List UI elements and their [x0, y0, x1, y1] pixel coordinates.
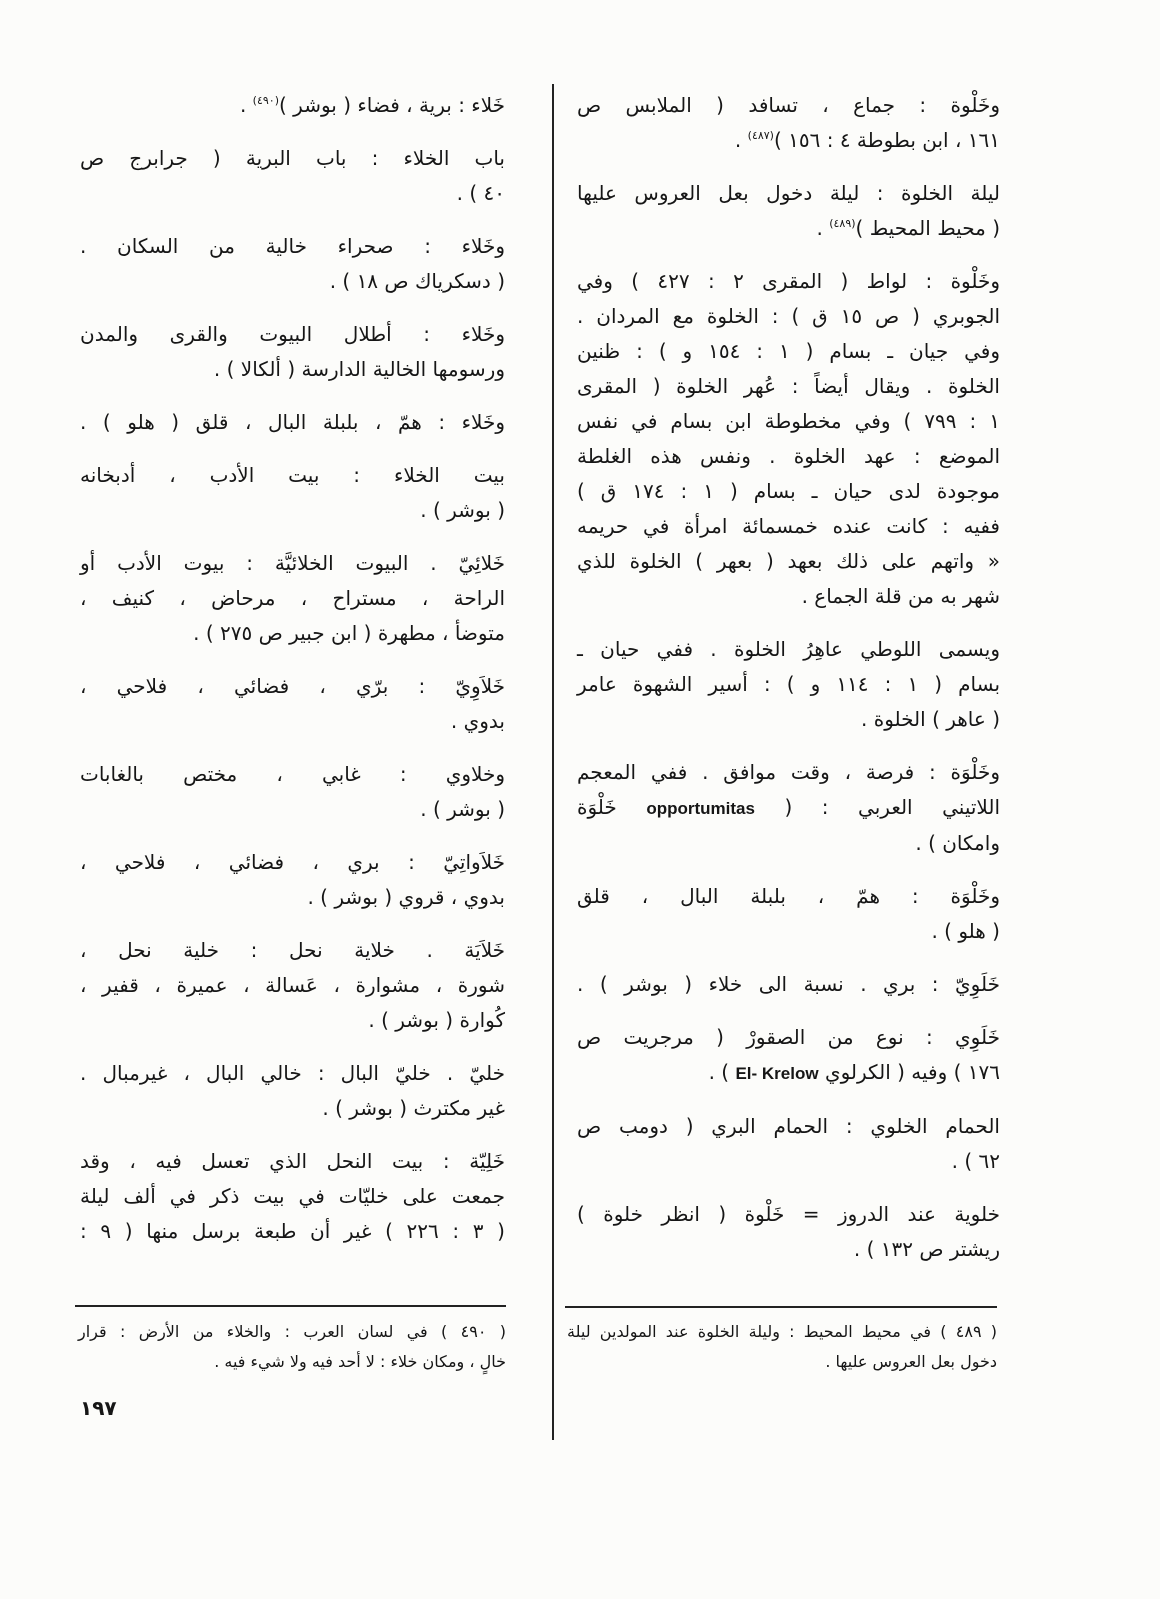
- text-line: بسام ( ١ : ١١٤ و ) : أسير الشهوة عامر: [577, 672, 1001, 696]
- text-line: ( دسكرياك ص ١٨ ) .: [329, 269, 505, 293]
- text-line: خَلاَيَة . خلاية نحل : خلية نحل ،: [80, 938, 505, 962]
- text-line: موجودة لدى حيان ـ بسام ( ١ : ١٧٤ ق ): [577, 479, 1001, 503]
- latin-term: El- Krelow: [735, 1064, 819, 1083]
- dictionary-entry: [577, 1109, 1000, 1179]
- text-line: ففيه : كانت عنده خمسمائة امرأة في حريمه: [577, 514, 1000, 538]
- text-line: ويسمى اللوطي عاهِرُ الخلوة . ففي حيان ـ: [577, 637, 1000, 661]
- dictionary-entry: [80, 933, 505, 1038]
- text-line: [577, 211, 1000, 246]
- text-line: خَلَوِي : نوع من الصقورْ ( مرجريت ص: [577, 1025, 1000, 1049]
- text-segment: ١٦١ ، ابن بطوطة ٤ : ١٥٦ ): [773, 128, 1000, 152]
- text-line: كُوارة ( بوشر ) .: [368, 1008, 505, 1032]
- text-line: [577, 790, 1000, 826]
- text-line: ( بوشر ) .: [420, 498, 505, 522]
- dictionary-entry: [577, 755, 1000, 861]
- text-line: وخَلْوَة : فرصة ، وقت موافق . ففي المعجم: [577, 760, 1000, 784]
- text-line: خَلِيّة : بيت النحل الذي تعسل فيه ، وقد: [80, 1149, 505, 1173]
- text-line: ٦٢ ) .: [951, 1149, 1000, 1173]
- text-line: وفي جيان ـ بسام ( ١ : ١٥٤ و ) : ظنين: [577, 339, 1001, 363]
- text-line: وخَلاء : صحراء خالية من السكان .: [80, 234, 505, 258]
- dictionary-entry: [80, 669, 505, 739]
- text-segment: خَلاء : برية ، فضاء ( بوشر ): [279, 93, 505, 117]
- text-line: ليلة الخلوة : ليلة دخول بعل العروس عليها: [577, 181, 1000, 205]
- text-line: [577, 1055, 1000, 1091]
- dictionary-entry: [577, 176, 1000, 246]
- text-line: ريشتر ص ١٣٢ ) .: [853, 1237, 1000, 1261]
- dictionary-entry: [577, 879, 1000, 949]
- dictionary-entry: [577, 632, 1000, 737]
- text-line: ( ٣ : ٢٢٦ ) غير أن طبعة برسل منها ( ٩ :: [80, 1219, 505, 1243]
- text-segment: اللاتيني العربي : (: [784, 795, 1001, 819]
- dictionary-entry: [80, 845, 505, 915]
- dictionary-entry: [80, 757, 505, 827]
- dictionary-entry: [577, 1020, 1000, 1091]
- text-line: [577, 123, 1000, 158]
- dictionary-entry: [80, 141, 505, 211]
- text-line: شهر به من قلة الجماع .: [801, 584, 1000, 608]
- text-segment: ) .: [708, 1060, 730, 1084]
- dictionary-entry: [577, 1197, 1000, 1267]
- text-line: الحمام الخلوي : الحمام البري ( دومب ص: [577, 1114, 1000, 1138]
- text-line: وخَلاء : همّ ، بلبلة البال ، قلق ( هلو ) .: [80, 410, 505, 434]
- text-line: وامكان ) .: [915, 831, 1000, 855]
- text-segment: خَلْوَة: [577, 795, 617, 819]
- text-line: خَلَوِيّ : بري . نسبة الى خلاء ( بوشر ) .: [577, 972, 1000, 996]
- footnote-ref: (٤٩٠): [252, 94, 279, 107]
- column-divider: [552, 84, 554, 1440]
- text-line: الخلوة . ويقال أيضاً : عُهر الخلوة ( المقرى: [577, 374, 1000, 398]
- text-line: وخَلْوَة : همّ ، بلبلة البال ، قلق: [577, 884, 1000, 908]
- text-line: غير مكترث ( بوشر ) .: [322, 1096, 505, 1120]
- text-line: بدوي ، قروي ( بوشر ) .: [307, 885, 505, 909]
- text-line: ( عاهر ) الخلوة .: [861, 707, 1000, 731]
- dictionary-entry: [577, 88, 1000, 158]
- footnote-line: ( ٤٩٠ ) في لسان العرب : والخلاء من الأرض : قرار: [78, 1322, 507, 1341]
- dictionary-entry: [80, 317, 505, 387]
- dictionary-entry: [80, 1144, 505, 1249]
- footnote-line: دخول بعل العروس عليها .: [825, 1352, 997, 1371]
- footnote-line: ( ٤٨٩ ) في محيط المحيط : وليلة الخلوة عند المولدين ليلة: [567, 1322, 998, 1341]
- text-line: ورسومها الخالية الدارسة ( ألكالا ) .: [213, 357, 505, 381]
- text-line: الراحة ، مستراح ، مرحاض ، كنيف ،: [80, 586, 505, 610]
- text-line: ١ : ٧٩٩ ) وفي مخطوطة ابن بسام في نفس: [577, 409, 1001, 433]
- text-line: بدوي .: [450, 709, 505, 733]
- dictionary-entry: [577, 967, 1000, 1002]
- text-line: جمعت على خليّات في بيت ذكر في ألف ليلة: [80, 1184, 505, 1208]
- text-line: ( هلو ) .: [931, 919, 1000, 943]
- text-line: خَلاَوِيّ : برّي ، فضائي ، فلاحي ،: [80, 674, 505, 698]
- text-line: بيت الخلاء : بيت الأدب ، أدبخانه: [80, 463, 505, 487]
- dictionary-entry: [80, 458, 505, 528]
- text-line: متوضأ ، مطهرة ( ابن جبير ص ٢٧٥ ) .: [193, 621, 505, 645]
- text-line: خَلاَواتِيّ : بري ، فضائي ، فلاحي ،: [80, 850, 505, 874]
- dictionary-entry: [80, 1056, 505, 1126]
- text-line: ( بوشر ) .: [420, 797, 505, 821]
- footnote-rule: [565, 1306, 997, 1308]
- text-line: ٤٠ ) .: [456, 181, 505, 205]
- footnote-ref: (٤٨٩): [829, 217, 856, 230]
- text-line: وخَلْوة : جماع ، تسافد ( الملابس ص: [577, 93, 1000, 117]
- footnote: [78, 1317, 506, 1377]
- text-line: شورة ، مشوارة ، عَسالة ، عميرة ، قفير ،: [80, 973, 505, 997]
- dictionary-entry: [577, 264, 1000, 614]
- dictionary-entry: [80, 546, 505, 651]
- text-segment: .: [816, 216, 823, 240]
- text-line: الموضع : عهد الخلوة . ونفس هذه الغلطة: [577, 444, 1000, 468]
- text-line: وخَلاء : أطلال البيوت والقرى والمدن: [80, 322, 505, 346]
- text-line: الجوبري ( ص ١٥ ق ) : الخلوة مع المردان .: [577, 304, 1001, 328]
- footnote-rule: [75, 1305, 506, 1307]
- text-line: خليّ . خليّ البال : خالي البال ، غيرمبال .: [80, 1061, 505, 1085]
- dictionary-entry: [80, 229, 505, 299]
- left-column: [80, 88, 505, 1267]
- text-segment: .: [734, 128, 742, 152]
- text-segment: .: [239, 93, 247, 117]
- page-number: ١٩٧: [80, 1396, 117, 1420]
- text-segment: ( محيط المحيط ): [855, 216, 1000, 240]
- text-line: « واتهم على ذلك بعهد ( بعهر ) الخلوة للذي: [577, 549, 1000, 573]
- text-line: وخَلْوة : لواط ( المقرى ٢ : ٤٢٧ ) وفي: [577, 269, 1001, 293]
- dictionary-entry: [80, 88, 505, 123]
- text-line: خلوية عند الدروز = خَلْوة ( انظر خلوة ): [577, 1202, 1000, 1226]
- dictionary-entry: [80, 405, 505, 440]
- text-line: خَلائِيّ . البيوت الخلائيَّة : بيوت الأدب أو: [80, 551, 505, 575]
- text-line: وخلاوي : غابي ، مختص بالغابات: [80, 762, 505, 786]
- text-line: باب الخلاء : باب البرية ( جرابرج ص: [80, 146, 505, 170]
- right-column: [577, 88, 1000, 1285]
- footnote-line: خالٍ ، ومكان خلاء : لا أحد فيه ولا شيء فيه .: [214, 1352, 506, 1371]
- latin-term: opportumitas: [646, 799, 755, 818]
- footnote-ref: (٤٨٧): [747, 129, 774, 142]
- footnote: [567, 1317, 997, 1377]
- text-segment: ١٧٦ ) وفيه ( الكرلوي: [824, 1060, 1000, 1084]
- text-line: [80, 88, 505, 123]
